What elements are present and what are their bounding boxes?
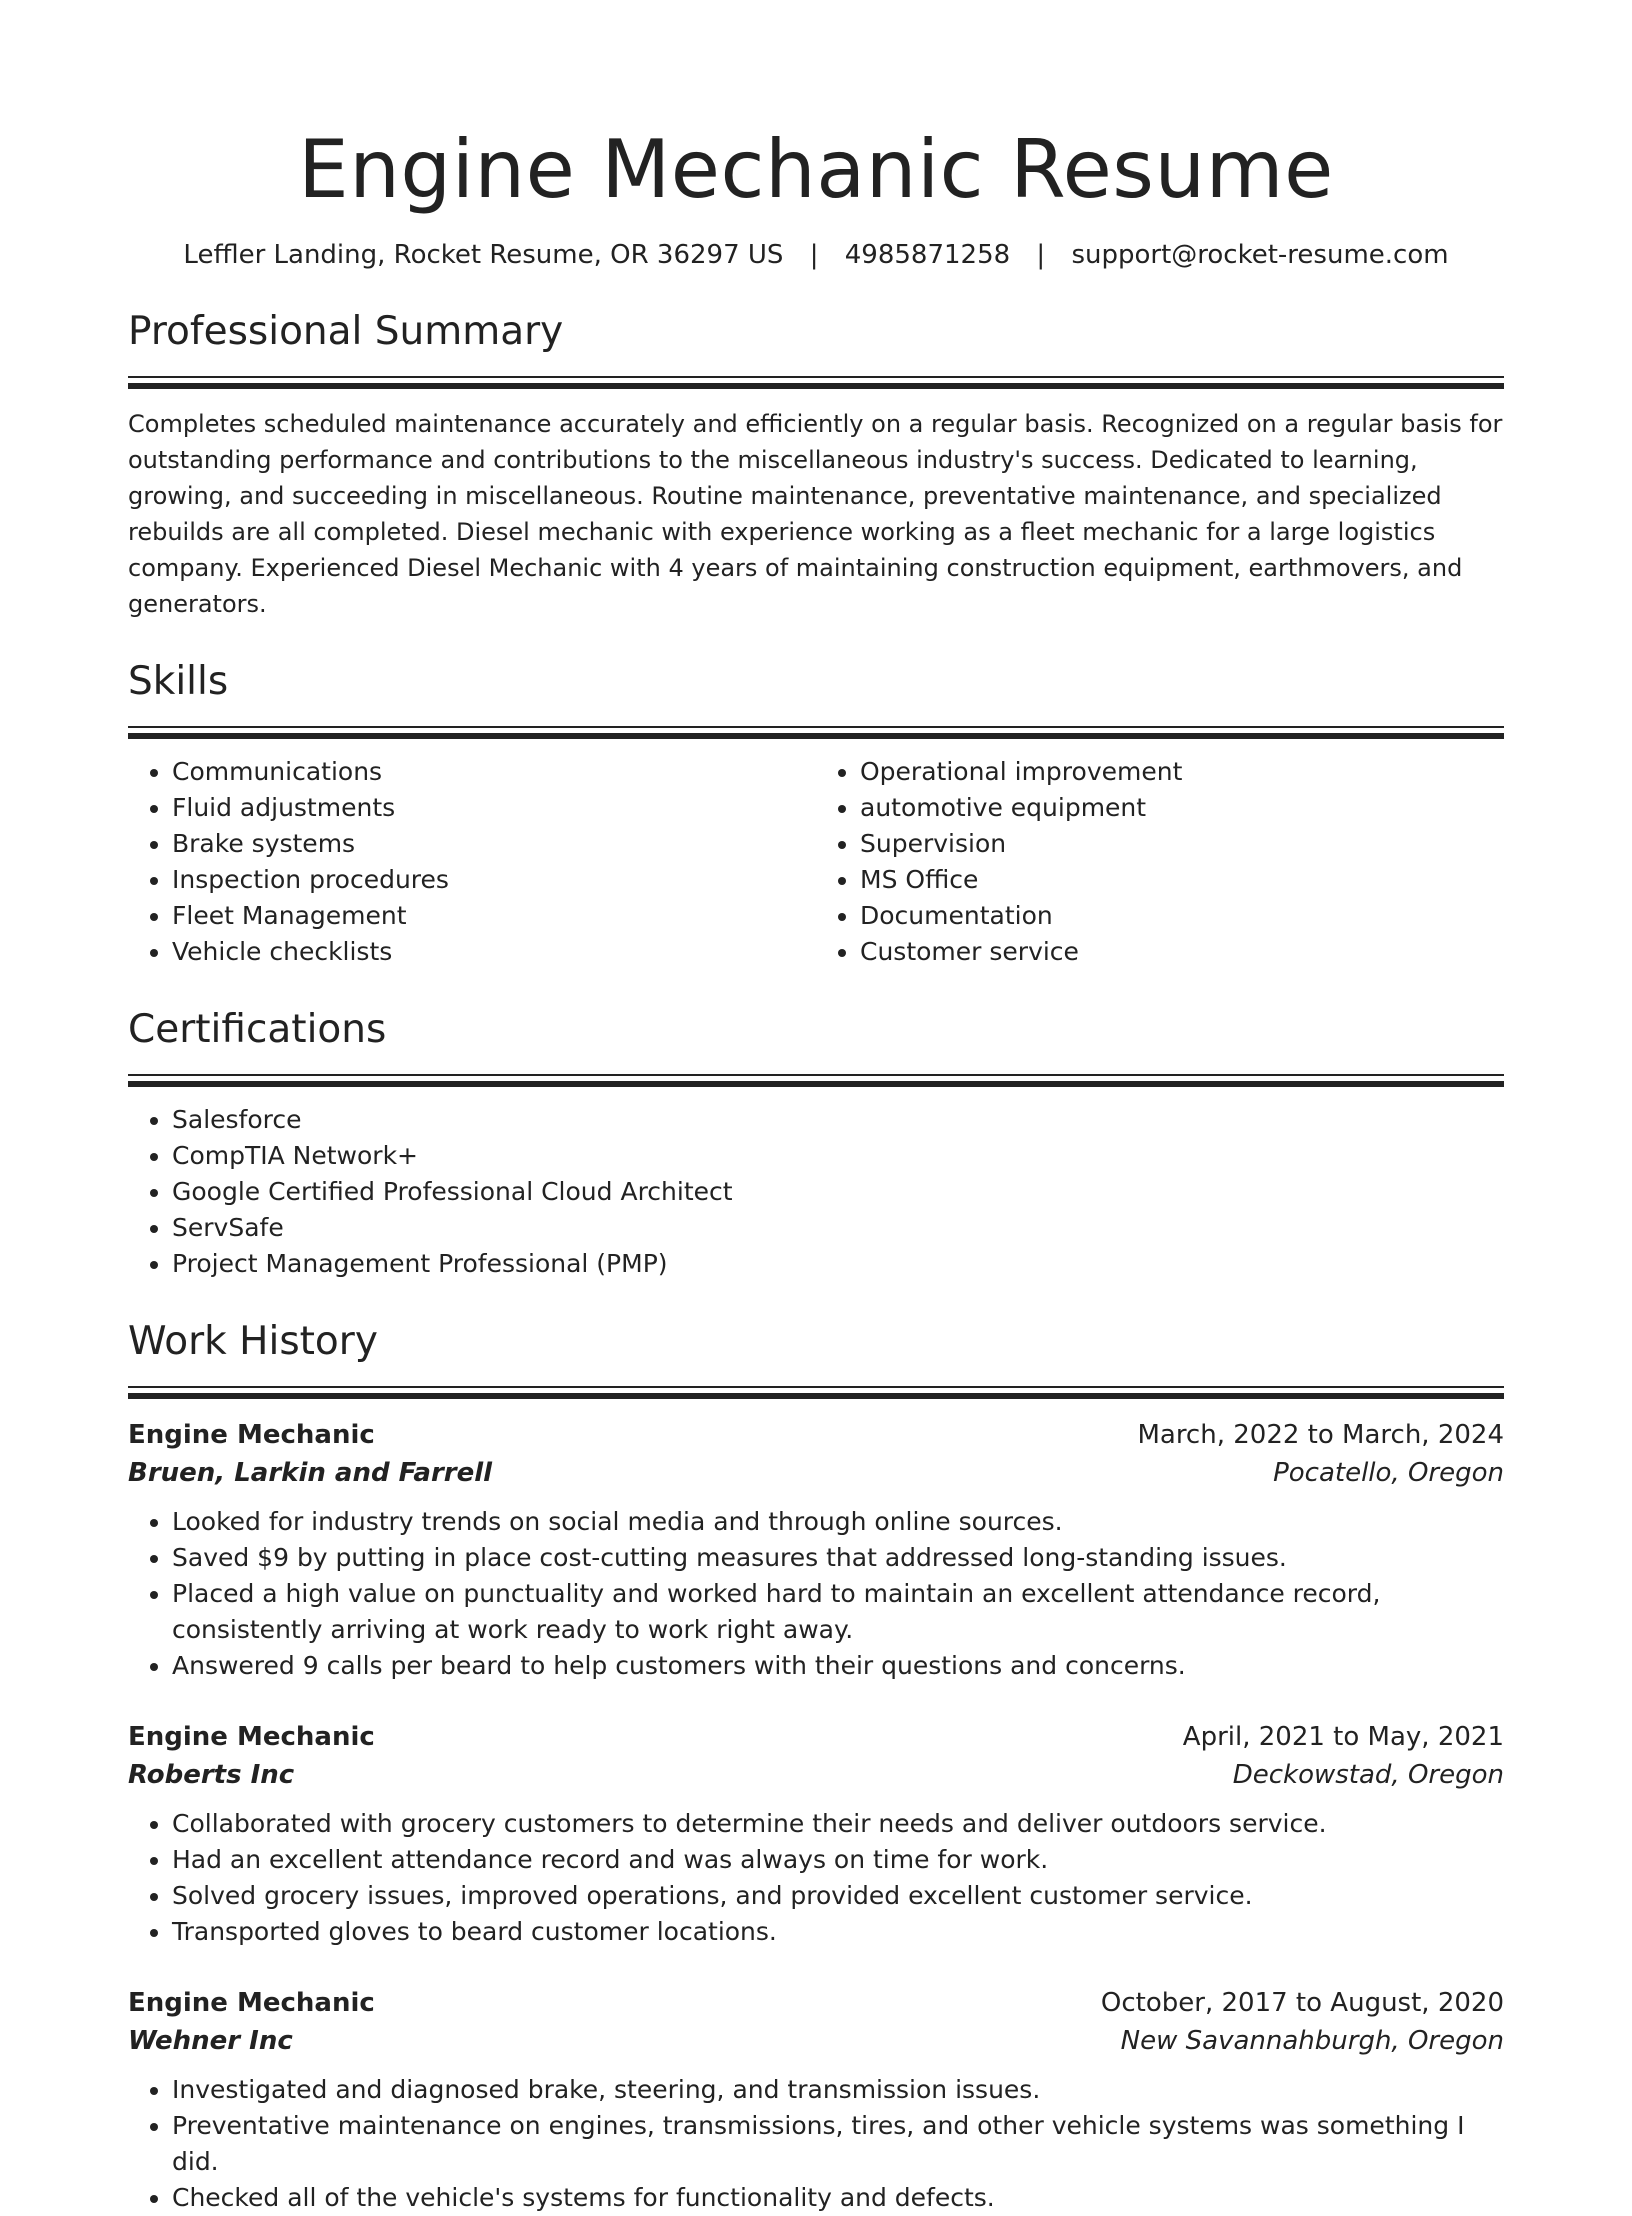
job-title: Engine Mechanic: [128, 1420, 375, 1450]
job-duty-item: • Collaborated with grocery customers to determine their needs and deliver outdoors service.: [172, 1806, 1504, 1842]
job-duty-item: • Preventative maintenance on engines, transmissions, tires, and other vehicle systems was something I did.: [172, 2108, 1504, 2180]
certifications-heading: Certifications: [128, 1007, 387, 1052]
resume-title: Engine Mechanic Resume: [298, 123, 1334, 216]
job-entry: [128, 1718, 1504, 1950]
skills-grid: [128, 754, 1504, 970]
skill-item: • Vehicle checklists: [172, 934, 816, 970]
skills-section: [128, 658, 1504, 970]
job-duties-list: [128, 1504, 1504, 1684]
skill-item: • MS Office: [860, 862, 1504, 898]
summary-section: [128, 308, 1504, 622]
skills-list-left: [128, 754, 816, 970]
job-location: New Savannahburgh, Oregon: [1120, 2026, 1504, 2056]
job-duty-item: • Placed a high value on punctuality and worked hard to maintain an excellent attendance record, consistently arriving at work ready to work right away.: [172, 1576, 1504, 1648]
job-entry: [128, 1984, 1504, 2216]
job-duties-list: [128, 1806, 1504, 1950]
skills-list-right: [816, 754, 1504, 970]
job-subheader-row: [128, 1756, 1504, 1794]
certifications-section: [128, 1006, 1504, 1282]
skill-item: • Operational improvement: [860, 754, 1504, 790]
skill-item: • Fleet Management: [172, 898, 816, 934]
job-company: Bruen, Larkin and Farrell: [128, 1458, 493, 1488]
job-company: Wehner Inc: [128, 2026, 293, 2056]
certification-item: • Project Management Professional (PMP): [172, 1246, 1504, 1282]
job-duty-item: • Solved grocery issues, improved operations, and provided excellent customer service.: [172, 1878, 1504, 1914]
skill-item: • Brake systems: [172, 826, 816, 862]
job-title: Engine Mechanic: [128, 1722, 375, 1752]
skill-item: • Supervision: [860, 826, 1504, 862]
certification-item: • Google Certified Professional Cloud Architect: [172, 1174, 1504, 1210]
summary-text: Completes scheduled maintenance accurately and efficiently on a regular basis. Recognized on a regular basis for outstanding performance and contributions to the miscellaneous industry's success. Dedicated to learning, growing, and succeeding in miscellaneous. Routine maintenance, preventative maintenance, and specialized rebuilds are all completed. Diesel mechanic with experience working as a fleet mechanic for a large logistics company. Experienced Diesel Mechanic with 4 years of maintaining construction equipment, earthmovers, and generators.: [128, 410, 1503, 618]
job-dates: April, 2021 to May, 2021: [1182, 1722, 1504, 1752]
contact-email: support@rocket-resume.com: [1071, 240, 1449, 270]
skill-item: • Communications: [172, 754, 816, 790]
skills-heading: Skills: [128, 659, 229, 704]
job-subheader-row: [128, 1454, 1504, 1492]
job-company: Roberts Inc: [128, 1760, 295, 1790]
job-subheader-row: [128, 2022, 1504, 2060]
work-history-section: [128, 1318, 1504, 2216]
section-divider: [128, 726, 1504, 738]
job-duty-item: • Had an excellent attendance record and was always on time for work.: [172, 1842, 1504, 1878]
section-divider: [128, 1074, 1504, 1086]
certification-item: • ServSafe: [172, 1210, 1504, 1246]
certifications-list: [128, 1102, 1504, 1282]
skill-item: • Fluid adjustments: [172, 790, 816, 826]
certification-item: • CompTIA Network+: [172, 1138, 1504, 1174]
job-duty-item: • Transported gloves to beard customer locations.: [172, 1914, 1504, 1950]
job-title: Engine Mechanic: [128, 1988, 375, 2018]
summary-heading: Professional Summary: [128, 309, 564, 354]
skill-item: • automotive equipment: [860, 790, 1504, 826]
job-duties-list: [128, 2072, 1504, 2216]
certification-item: • Salesforce: [172, 1102, 1504, 1138]
job-duty-item: • Checked all of the vehicle's systems for functionality and defects.: [172, 2180, 1504, 2216]
job-dates: October, 2017 to August, 2020: [1100, 1988, 1504, 2018]
job-duty-item: • Answered 9 calls per beard to help customers with their questions and concerns.: [172, 1648, 1504, 1684]
job-dates: March, 2022 to March, 2024: [1137, 1420, 1504, 1450]
job-header-row: [128, 1984, 1504, 2022]
job-entry: [128, 1416, 1504, 1684]
job-duty-item: • Saved $9 by putting in place cost-cutting measures that addressed long-standing issues.: [172, 1540, 1504, 1576]
section-divider: [128, 1386, 1504, 1398]
work-history-heading: Work History: [128, 1319, 378, 1364]
job-location: Pocatello, Oregon: [1273, 1458, 1504, 1488]
contact-separator: |: [809, 240, 819, 270]
skill-item: • Documentation: [860, 898, 1504, 934]
contact-phone: 4985871258: [844, 240, 1011, 270]
job-header-row: [128, 1416, 1504, 1454]
job-duty-item: • Looked for industry trends on social media and through online sources.: [172, 1504, 1504, 1540]
contact-separator: |: [1036, 240, 1046, 270]
contact-line: [128, 238, 1504, 272]
section-divider: [128, 376, 1504, 388]
skill-item: • Customer service: [860, 934, 1504, 970]
job-duty-item: • Investigated and diagnosed brake, steering, and transmission issues.: [172, 2072, 1504, 2108]
contact-address: Leffler Landing, Rocket Resume, OR 36297 US: [183, 240, 784, 270]
job-location: Deckowstad, Oregon: [1232, 1760, 1504, 1790]
job-header-row: [128, 1718, 1504, 1756]
skill-item: • Inspection procedures: [172, 862, 816, 898]
